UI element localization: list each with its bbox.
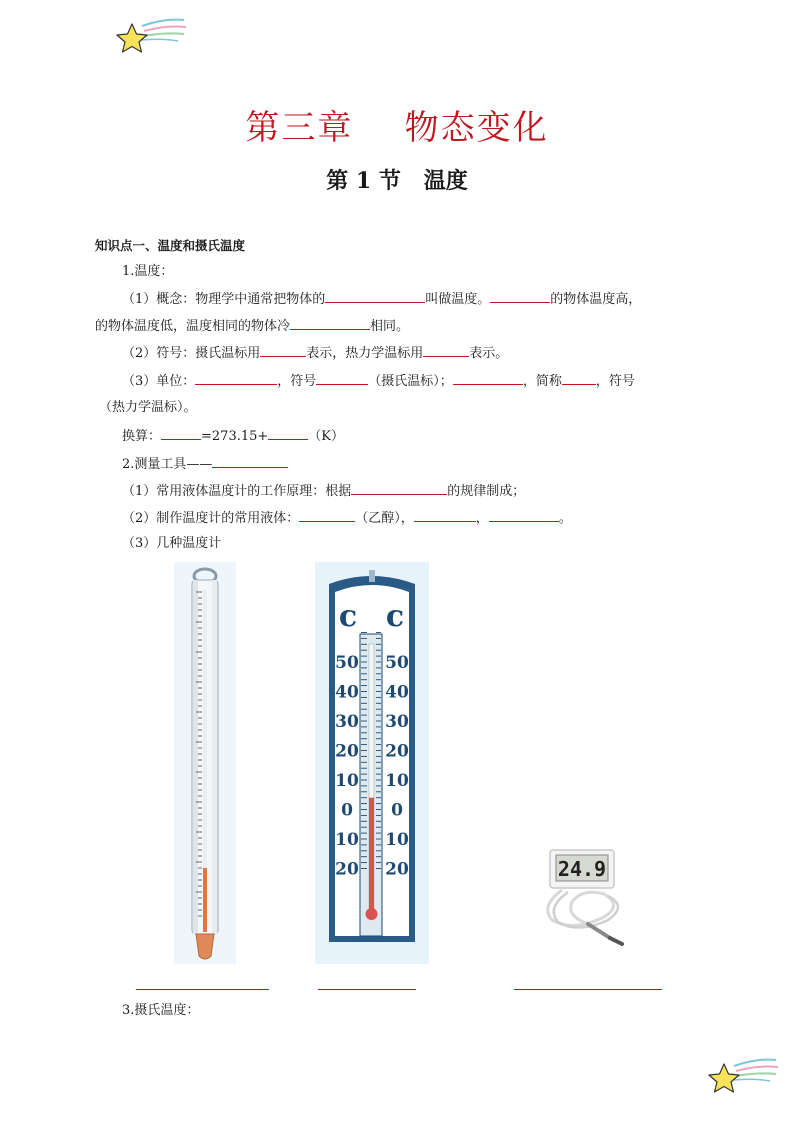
tool-line (122, 453, 288, 475)
wall-scale-label: 50 (385, 653, 409, 673)
wall-unit-left: c (338, 599, 358, 634)
wall-scale-label: 20 (335, 741, 359, 762)
concept-text-c: 的物体温度高， (550, 292, 642, 307)
section-title: 第 1 节 温度 (326, 168, 468, 194)
wall-scale-label: 20 (385, 859, 409, 880)
wall-scale-label: 30 (385, 712, 409, 732)
concept-text-b: 叫做温度。 (425, 292, 491, 307)
concept-blank-2[interactable] (490, 288, 550, 303)
kinds-label: （3）几种温度计 (122, 536, 222, 551)
conversion-text-a: 换算： (122, 429, 162, 444)
principle-blank[interactable] (351, 480, 447, 495)
conversion-text-b: =273.15+ (201, 429, 269, 444)
liquid-text-b: （乙醇）， (355, 511, 414, 526)
principle-text-a: （1）常用液体温度计的工作原理：根据 (122, 484, 352, 499)
principle-line (122, 480, 525, 502)
concept-text-a: （1）概念：物理学中通常把物体的 (122, 292, 326, 307)
symbol-text-c: 表示。 (469, 346, 509, 361)
unit-blank-3[interactable] (453, 370, 523, 385)
concept-blank-3[interactable] (290, 315, 370, 330)
unit-line-2: （热力学温标）。 (99, 400, 197, 415)
wall-scale-label: 40 (385, 682, 409, 703)
liquid-line (122, 507, 572, 529)
symbol-blank-1[interactable] (260, 342, 306, 357)
conversion-line (122, 425, 344, 447)
digital-reading: 24.9 (557, 857, 607, 881)
symbol-blank-2[interactable] (423, 342, 469, 357)
star-decoration-bottom (704, 1054, 782, 1100)
wall-scale-label: 10 (335, 771, 359, 791)
symbol-text-b: 表示，热力学温标用 (306, 346, 424, 361)
unit-blank-1[interactable] (195, 370, 277, 385)
temp-label: 1.温度： (122, 264, 174, 279)
concept-text-e: 相同。 (370, 319, 410, 334)
wall-unit-right: c (385, 599, 405, 634)
wall-scale-label: 40 (335, 682, 359, 703)
answer-line-digital-thermometer[interactable] (514, 989, 662, 990)
symbol-text-a: （2）符号：摄氏温标用 (122, 346, 261, 361)
wall-scale-label: 20 (335, 859, 359, 880)
liquid-text-a: （2）制作温度计的常用液体： (122, 511, 300, 526)
wall-scale-label: 30 (335, 712, 359, 732)
wall-scale-label: 20 (385, 741, 409, 762)
concept-line-1 (122, 288, 641, 310)
chapter-title: 第三章 物态变化 (245, 108, 549, 148)
lab-thermometer-image (174, 562, 236, 964)
tool-text: 2.测量工具—— (122, 457, 213, 472)
unit-text-d: ，简称 (522, 374, 562, 389)
wall-scale-label: 10 (335, 830, 359, 850)
unit-text-a: （3）单位： (122, 374, 196, 389)
concept-blank-1[interactable] (325, 288, 425, 303)
liquid-blank-3[interactable] (489, 507, 559, 522)
liquid-blank-2[interactable] (414, 507, 476, 522)
star-decoration-top (112, 14, 190, 60)
symbol-line (122, 342, 508, 364)
wall-scale-label: 50 (335, 653, 359, 673)
conversion-text-c: （K） (308, 429, 345, 444)
concept-line-2 (95, 315, 409, 337)
wall-scale-label: 10 (385, 830, 409, 850)
principle-text-b: 的规律制成； (447, 484, 526, 499)
unit-line-1 (122, 370, 635, 392)
liquid-text-d: 。 (558, 511, 572, 526)
wall-thermometer-image (315, 562, 429, 964)
conversion-blank-2[interactable] (268, 425, 308, 440)
knowledge-heading: 知识点一、温度和摄氏温度 (95, 238, 246, 253)
celsius-label: 3.摄氏温度： (122, 1003, 200, 1018)
wall-scale-label: 10 (385, 771, 409, 791)
unit-text-e: ，符号 (595, 374, 635, 389)
tool-blank[interactable] (212, 453, 288, 468)
wall-scale-label: 0 (341, 800, 353, 821)
answer-line-wall-thermometer[interactable] (318, 989, 416, 990)
unit-blank-2[interactable] (316, 370, 368, 385)
liquid-text-c: ， (475, 511, 489, 526)
wall-scale-label: 0 (391, 800, 403, 821)
answer-line-lab-thermometer[interactable] (136, 989, 269, 990)
unit-text-b: ，符号 (277, 374, 317, 389)
conversion-blank-1[interactable] (161, 425, 201, 440)
liquid-blank-1[interactable] (299, 507, 355, 522)
unit-text-c: （摄氏温标）； (368, 374, 453, 389)
digital-thermometer-image (532, 846, 642, 946)
unit-blank-4[interactable] (562, 370, 596, 385)
concept-text-d: 的物体温度低，温度相同的物体冷 (95, 319, 291, 334)
